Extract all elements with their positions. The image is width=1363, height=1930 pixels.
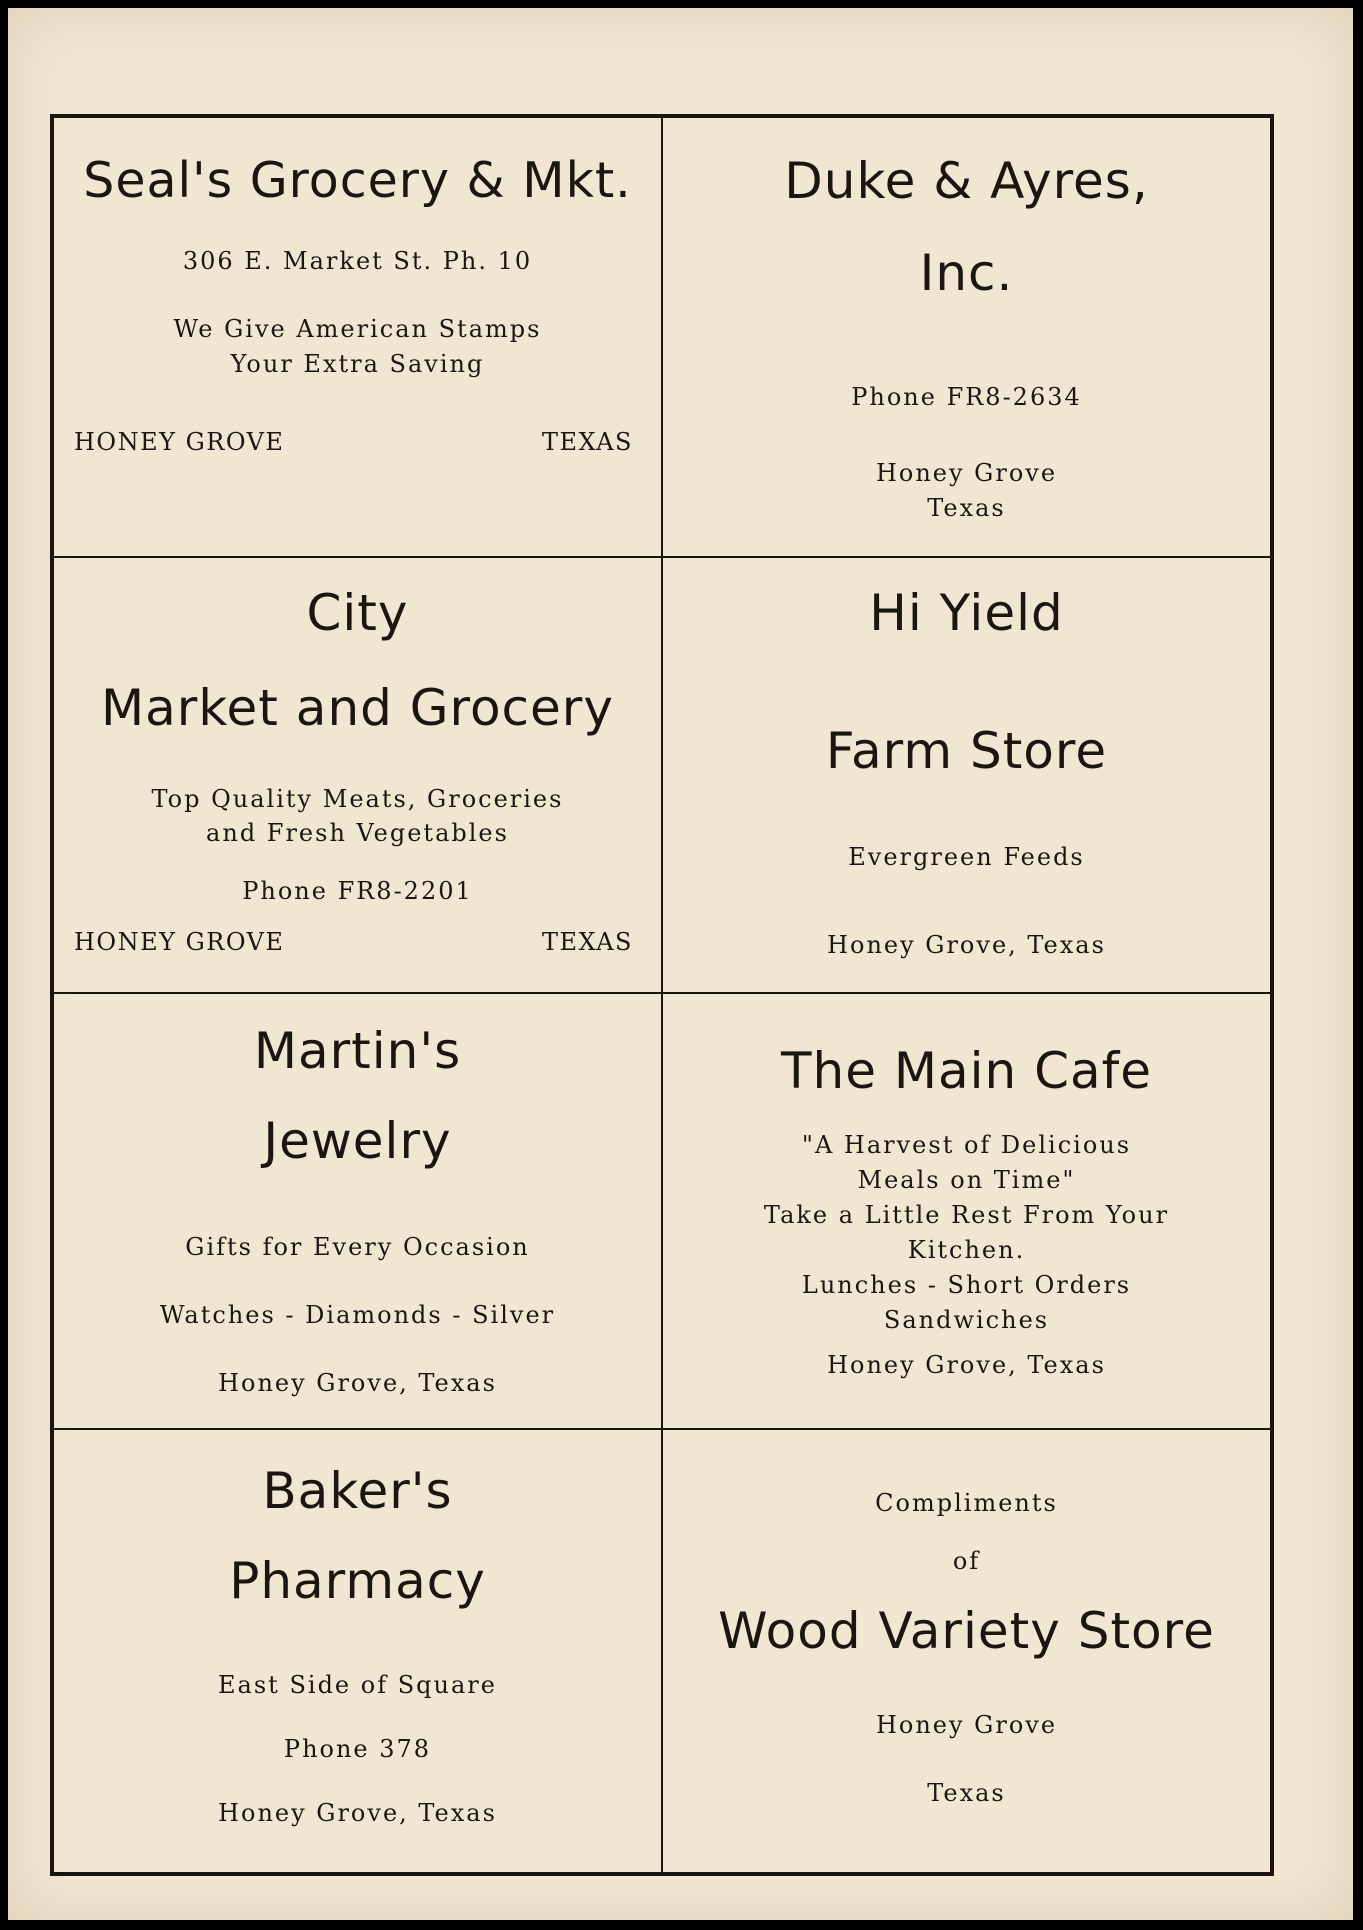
ad-title: Martin's (253, 1022, 462, 1080)
ad-footer-city: HONEY GROVE (74, 428, 285, 456)
ad-line: and Fresh Vegetables (206, 819, 509, 847)
ad-line: We Give American Stamps (173, 315, 542, 343)
ad-city-market (53, 557, 662, 993)
ad-footer (74, 928, 633, 956)
ad-location: Honey Grove, Texas (218, 1799, 497, 1827)
ad-location: Honey Grove, Texas (827, 1351, 1106, 1379)
ad-footer-state: TEXAS (541, 928, 633, 956)
ad-city: Honey Grove (875, 459, 1058, 487)
ad-seals-grocery (53, 117, 662, 557)
ad-line: Sandwiches (883, 1306, 1050, 1334)
ad-title: Inc. (919, 244, 1014, 302)
ad-line: Watches - Diamonds - Silver (159, 1301, 556, 1329)
ad-line: Your Extra Saving (230, 350, 485, 378)
ad-title: Hi Yield (869, 584, 1064, 642)
ad-footer-city: HONEY GROVE (74, 928, 285, 956)
ad-hi-yield (662, 557, 1271, 993)
ad-address: 306 E. Market St. Ph. 10 (182, 247, 533, 275)
ad-phone: Phone FR8-2634 (851, 383, 1082, 411)
ad-line: Take a Little Rest From Your (763, 1201, 1170, 1229)
ad-line: of (952, 1547, 981, 1575)
ad-footer-state: TEXAS (541, 428, 633, 456)
ad-martins-jewelry (53, 993, 662, 1429)
ad-line: East Side of Square (218, 1671, 497, 1699)
ad-line: Top Quality Meats, Groceries (151, 785, 564, 813)
ad-line: Gifts for Every Occasion (185, 1233, 530, 1261)
ad-line: Meals on Time" (857, 1166, 1076, 1194)
ad-wood-variety (662, 1429, 1271, 1873)
ad-bakers-pharmacy (53, 1429, 662, 1873)
ad-city: Honey Grove (875, 1711, 1058, 1739)
ad-title: Baker's (262, 1462, 453, 1520)
ad-footer (74, 428, 633, 456)
ad-title: Seal's Grocery & Mkt. (83, 152, 632, 209)
ad-title: Duke & Ayres, (784, 152, 1149, 210)
ad-location: Honey Grove, Texas (827, 931, 1106, 959)
ad-phone: Phone 378 (283, 1735, 432, 1763)
ad-title: Pharmacy (229, 1552, 486, 1610)
ad-line: Lunches - Short Orders (801, 1271, 1132, 1299)
ad-location: Honey Grove, Texas (218, 1369, 497, 1397)
ad-title: City (306, 584, 409, 642)
ad-title: Wood Variety Store (718, 1602, 1215, 1660)
ad-state: Texas (927, 1779, 1006, 1807)
ad-state: Texas (927, 494, 1006, 522)
page (8, 8, 1353, 1920)
ad-line: Evergreen Feeds (848, 843, 1085, 871)
ad-line: "A Harvest of Delicious (801, 1131, 1132, 1159)
ad-title: The Main Cafe (780, 1042, 1153, 1100)
ad-title: Jewelry (263, 1112, 452, 1170)
ad-title: Farm Store (825, 722, 1108, 780)
ad-title: Market and Grocery (101, 679, 614, 737)
ad-grid (50, 114, 1274, 1876)
ad-line: Kitchen. (907, 1236, 1026, 1264)
ad-duke-ayres (662, 117, 1271, 557)
ad-phone: Phone FR8-2201 (242, 877, 473, 905)
ad-line: Compliments (875, 1489, 1058, 1517)
ad-main-cafe (662, 993, 1271, 1429)
